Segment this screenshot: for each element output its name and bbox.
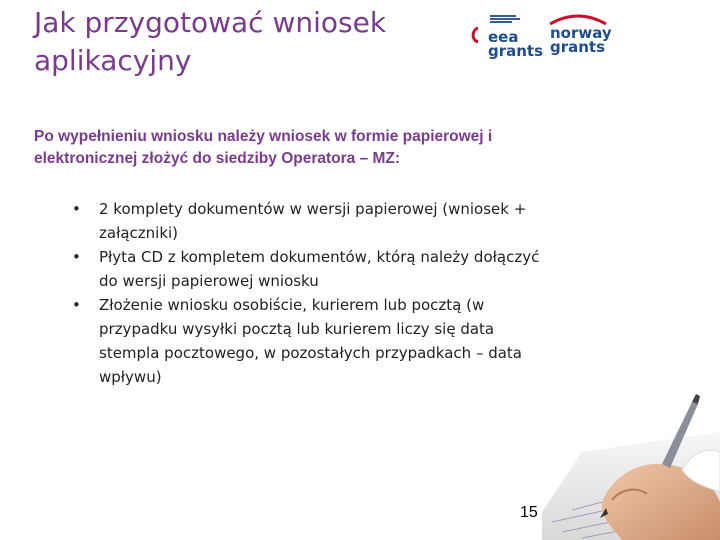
intro-text: Po wypełnieniu wniosku należy wniosek w formie papierowej i elektronicznej złożyć do siedziby Operatora – MZ: xyxy=(34,128,493,167)
norway-logo-word-2: grants xyxy=(550,38,606,56)
hand-writing-photo xyxy=(542,392,720,540)
bullet-dot: • xyxy=(72,296,81,314)
slide-title: Jak przygotować wniosek aplikacyjny xyxy=(34,6,387,77)
bullet-text: Płyta CD z kompletem dokumentów, którą należy dołączyć do wersji papierowej wniosku xyxy=(99,248,540,290)
bullet-list xyxy=(72,197,552,389)
eea-logo-word-1: eea xyxy=(488,28,519,46)
bullet-item xyxy=(72,197,552,245)
norway-logo-word-1: norway xyxy=(550,24,612,42)
bullet-text: 2 komplety dokumentów w wersji papierowej (wniosek + załączniki) xyxy=(99,200,527,242)
bullet-item xyxy=(72,293,552,389)
eea-logo-word-2: grants xyxy=(488,42,544,60)
eea-grants-logo-icon xyxy=(470,26,480,44)
eea-tiny-lines xyxy=(490,14,520,24)
logos xyxy=(470,10,620,60)
bullet-item xyxy=(72,245,552,293)
bullet-dot: • xyxy=(72,200,81,218)
page-number: 15 xyxy=(520,504,538,521)
bullet-text: Złożenie wniosku osobiście, kurierem lub pocztą (w przypadku wysyłki pocztą lub kurierem liczy się data stempla pocztowego, w pozostałych przypadkach – data wpływu) xyxy=(99,296,522,386)
bullet-dot: • xyxy=(72,248,81,266)
